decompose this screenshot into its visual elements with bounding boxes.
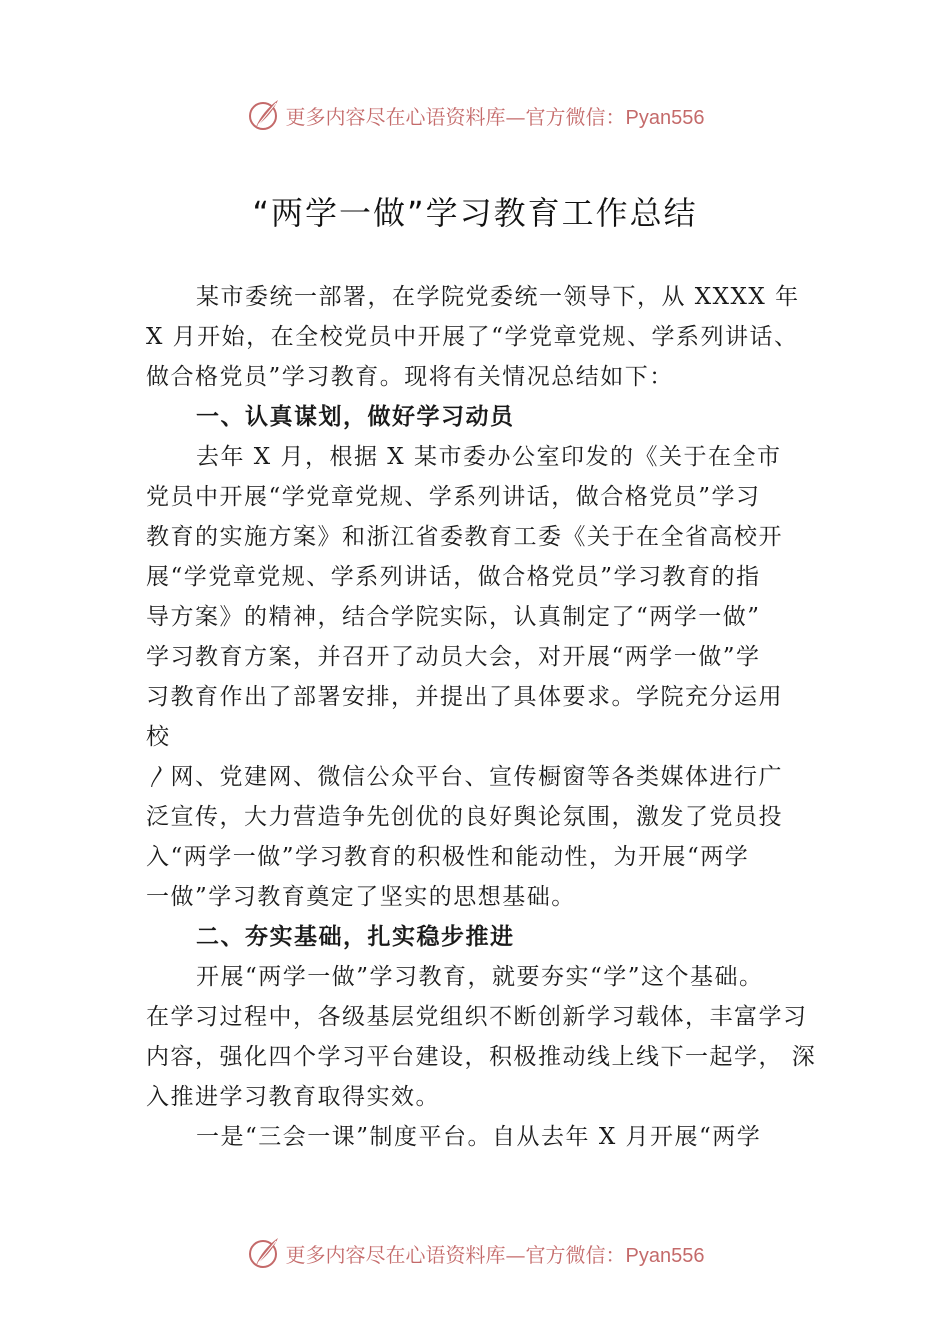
feather-pen-logo-icon	[246, 97, 282, 133]
footer-wechat-handle: Pyan556	[625, 1244, 705, 1267]
paragraph-line: 入推进学习教育取得实效。	[146, 1084, 440, 1110]
paragraph-line: 展“学党章党规、学系列讲话，做合格党员”学习教育的指	[146, 564, 761, 590]
document-body	[146, 277, 826, 1157]
paragraph-line: X 月开始，在全校党员中开展了“学党章党规、学系列讲话、	[146, 324, 799, 350]
paragraph-line: 校	[146, 724, 171, 750]
paragraph-line: 去年 X 月，根据 X 某市委办公室印发的《关于在全市	[196, 444, 782, 470]
section-heading: 一、认真谋划，做好学习动员	[196, 404, 515, 430]
feather-pen-logo-icon	[246, 1235, 282, 1271]
footer-watermark-banner	[0, 1233, 950, 1273]
paragraph-line: 某市委统一部署，在学院党委统一领导下，从 XXXX 年	[196, 284, 800, 310]
paragraph-line: 〳网、党建网、微信公众平台、宣传橱窗等各类媒体进行广	[146, 764, 783, 790]
paragraph-line: 党员中开展“学党章党规、学系列讲话，做合格党员”学习	[146, 484, 761, 510]
footer-watermark-text: 更多内容尽在心语资料库—官方微信：Pyan556	[285, 1242, 705, 1267]
header-watermark-text: 更多内容尽在心语资料库—官方微信：Pyan556	[285, 104, 705, 129]
document-title: “两学一做”学习教育工作总结	[252, 194, 698, 232]
paragraph-line: 在学习过程中，各级基层党组织不断创新学习载体，丰富学习	[146, 1004, 808, 1030]
paragraph-line: 泛宣传，大力营造争先创优的良好舆论氛围，激发了党员投	[146, 804, 783, 830]
paragraph-line: 习教育作出了部署安排，并提出了具体要求。学院充分运用	[146, 684, 783, 710]
header-watermark-banner	[0, 95, 950, 135]
paragraph-line: 导方案》的精神，结合学院实际，认真制定了“两学一做”	[146, 604, 761, 630]
paragraph-line: 一是“三会一课”制度平台。自从去年 X 月开展“两学	[196, 1124, 762, 1150]
paragraph-line: 一做”学习教育奠定了坚实的思想基础。	[146, 884, 576, 910]
paragraph-line: 入“两学一做”学习教育的积极性和能动性，为开展“两学	[146, 844, 750, 870]
paragraph-line: 学习教育方案，并召开了动员大会，对开展“两学一做”学	[146, 644, 761, 670]
header-wechat-handle: Pyan556	[625, 106, 705, 129]
paragraph-line: 开展“两学一做”学习教育，就要夯实“学”这个基础。	[196, 964, 764, 990]
paragraph-line: 教育的实施方案》和浙江省委教育工委《关于在全省高校开	[146, 524, 783, 550]
paragraph-line: 做合格党员”学习教育。现将有关情况总结如下：	[146, 364, 674, 390]
paragraph-line: 内容，强化四个学习平台建设，积极推动线上线下一起学， 深	[146, 1044, 817, 1070]
section-heading: 二、夯实基础，扎实稳步推进	[196, 924, 515, 950]
